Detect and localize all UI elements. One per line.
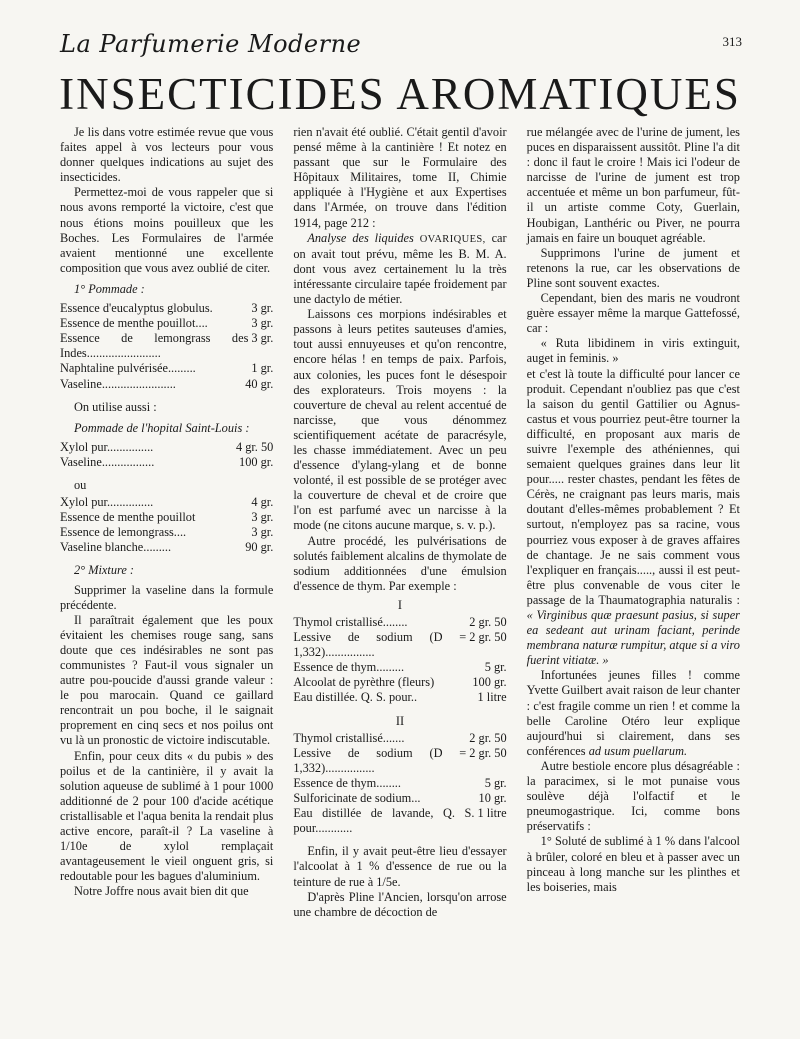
ingredient-quantity: 3 gr. xyxy=(251,525,274,540)
paragraph: Autre bestiole encore plus désagréable : la paracimex, si le mot punaise vous soulève déjà l'olfactif et le pneumogastrique. Ici, comme bons préservatifs : xyxy=(526,758,740,834)
recipe-row xyxy=(293,630,506,660)
recipe-row xyxy=(60,316,273,331)
paragraph: Enfin, il y avait peut-être lieu d'essayer l'alcoolat à 1 % d'essence de rue ou la teinture de rue à 1/5e. xyxy=(293,844,507,889)
quotation: « Ruta libidinem in viris extinguit, auget in feminis. » xyxy=(526,336,740,366)
ingredient-quantity: 100 gr. xyxy=(239,454,274,469)
formula-number: II xyxy=(395,713,405,728)
ingredient-name: Vaseline........................ xyxy=(60,376,176,391)
latin-quotation: « Virginibus quæ praesunt pasius, si super ea sedeant aut urinam faciant, perinde membrana naturæ rumpitur, atque si a viro fuerint vitiatæ. » xyxy=(526,608,740,668)
ingredient-quantity: 40 gr. xyxy=(245,376,274,391)
section-heading: 2° Mixture : xyxy=(74,563,135,578)
recipe-row xyxy=(60,440,273,455)
ingredient-name: Sulforicinate de sodium... xyxy=(293,791,421,806)
ingredient-name: Naphtaline pulvérisée......... xyxy=(60,361,196,376)
article-body xyxy=(60,125,740,920)
recipe-row xyxy=(60,301,273,316)
paragraph: Autre procédé, les pulvérisations de solutés faiblement alcalins de thymolate de sodium additionnées d'une émulsion d'essence de thym. Par exemple : xyxy=(293,533,507,593)
recipe-row xyxy=(60,331,273,361)
ingredient-name: Essence de menthe pouillot xyxy=(60,510,196,525)
paragraph: Laissons ces morpions indésirables et passons à leurs petites sauteuses d'amies, tout aussi ennuyeuses et qu'on rencontre, encore hélas ! en temps de paix. Parfois, aux colonies, les puces font le désespoir des explorateurs. Trois moyens : la couverture de cheval au relent accentué de narcisse, que vous dénommez scientifiquement acétate de paracrésyle, les chasse immédiatement. Avec un peu d'essence d'ylang-ylang et de bonne volonté, il est possible de se protéger avec la couverture de cheval et de croire que l'on est parfumé avec un narcisse à la mode (ne citons aucune marque, s. v. p.). xyxy=(293,307,507,533)
ingredient-quantity: 2 gr. 50 xyxy=(469,615,507,629)
ingredient-quantity: 5 gr. xyxy=(484,660,507,675)
paragraph xyxy=(527,367,740,669)
recipe-row xyxy=(293,806,506,836)
recipe-formula-1 xyxy=(293,615,506,706)
ingredient-quantity: 2 gr. 50 xyxy=(469,730,507,745)
ingredient-quantity: 100 gr. xyxy=(472,675,507,690)
ingredient-quantity: 1 litre xyxy=(477,690,507,705)
recipe-row xyxy=(293,791,506,806)
recipe-row xyxy=(60,525,273,540)
italic-phrase: Analyse des liquides xyxy=(307,230,414,245)
paragraph-rest: car on avait tout prévu, même les B. M. A. dont vous avez certainement lu la très intéressante circulaire tapée froidement par une dactylo de métier. xyxy=(293,230,507,307)
ingredient-name: Thymol cristallisé........ xyxy=(293,615,408,629)
recipe-pommade xyxy=(60,301,273,392)
paragraph: Supprimons l'urine de jument et retenons la rue, car les observations de Pline sont souvent exactes. xyxy=(526,245,740,290)
recipe-row xyxy=(293,746,506,776)
ingredient-name: Vaseline................. xyxy=(60,454,155,469)
ingredient-name: Xylol pur............... xyxy=(60,439,154,454)
paragraph: Permettez-moi de vous rappeler que si nous avons remporté la victoire, c'est que nous étions moins pouilleux que les Boches. Les Formulaires de l'armée avaient mentionné une excellente composition que vous avez oublié de citer. xyxy=(60,185,274,275)
section-heading: 1° Pommade : xyxy=(74,281,145,296)
ingredient-quantity: 10 gr. xyxy=(478,791,507,806)
ingredient-name: Vaseline blanche......... xyxy=(60,540,172,555)
recipe-row xyxy=(60,495,273,510)
ingredient-quantity: 3 gr. xyxy=(251,316,274,331)
page-number: 313 xyxy=(722,34,742,49)
italic-phrase: ad usum puellarum. xyxy=(588,743,688,758)
ingredient-quantity: 90 gr. xyxy=(245,540,274,555)
recipe-row xyxy=(293,731,506,746)
ingredient-name: Essence de lemongrass des Indes........................ xyxy=(60,331,249,361)
recipe-row xyxy=(60,361,273,376)
paragraph: Il paraîtrait également que les poux évitaient les chemises rouge sang, sans doute que ces indésirables ne sont pas communistes ? Faut-il vous signaler un autre pou-poucide d'aussi grande valeur : le pou marocain. Quand ce gaillard rencontrait un pou boche, il le saignait proprement en cinq secs et nos poilus ont vu là un pronostic de victoire indiscutable. xyxy=(60,612,274,748)
ingredient-quantity: 4 gr. xyxy=(251,495,274,510)
recipe-row xyxy=(60,510,273,525)
recipe-row xyxy=(60,540,273,555)
column-1 xyxy=(60,125,273,920)
ingredient-name: Essence de lemongrass.... xyxy=(60,525,187,540)
paragraph xyxy=(527,668,740,759)
recipe-row xyxy=(293,675,506,690)
ingredient-quantity: 3 gr. xyxy=(251,331,274,346)
ingredient-name: Thymol cristallisé....... xyxy=(293,730,405,745)
ingredient-name: Essence de menthe pouillot.... xyxy=(60,316,208,331)
ingredient-name: Eau distillée de lavande, Q. S. pour............ xyxy=(293,806,475,836)
ingredient-quantity: 2 gr. 50 xyxy=(469,745,507,760)
paragraph: 1° Soluté de sublimé à 1 % dans l'alcool à brûler, coloré en bleu et à passer avec un pinceau à long manche sur les plinthes et les boiseries, mais xyxy=(526,834,740,894)
ingredient-name: Lessive de sodium (D = 1,332)................ xyxy=(293,630,467,660)
column-2 xyxy=(293,125,506,920)
masthead: La Parfumerie Moderne xyxy=(60,30,362,58)
paragraph-text: et c'est là toute la difficulté pour lancer ce produit. Cependant n'oubliez pas que c'est la saison du gentil Gattilier ou Agnus-castus et vous pourriez peut-être tourner la difficulté, en proposant aux maris de suivre l'exemple des athéniennes, qui semaient quelques graines dans leur lit pour..... rester chastes, pendant les fêtes de Cérès, ne craignant pas leurs maris, mais doutant d'elles-mêmes probablement ? Et surtout, n'employez pas sa racine, vous pourriez vous exposer à de graves affaires de chantage. Je ne sais comment vous l'expliquer en français....., aussi il est peut-être plus convenable de vous citer le passage de la Thaumatographia naturalis : xyxy=(526,366,740,607)
ingredient-name: Xylol pur............... xyxy=(60,495,154,510)
paragraph xyxy=(293,231,506,307)
recipe-row xyxy=(293,660,506,675)
ingredient-name: Essence de thym......... xyxy=(293,660,405,675)
article-title: INSECTICIDES AROMATIQUES xyxy=(59,69,741,119)
paragraph: rien n'avait été oublié. C'était gentil d'avoir pensé même à la cantinière ! Et notez en passant que sur le Formulaire des Hôpitaux Militaires, tome II, Chimie appliquée à l'Hygiène et aux Expertises dans l'Armée, on trouve dans l'édition 1914, page 212 : xyxy=(293,125,507,230)
paragraph: D'après Pline l'Ancien, lorsqu'on arrose une chambre de décoction de xyxy=(293,889,507,919)
recipe-row xyxy=(293,615,506,630)
paragraph: Notre Joffre nous avait bien dit que xyxy=(74,884,249,899)
paragraph: ou xyxy=(74,477,87,492)
recipe-row xyxy=(293,776,506,791)
paragraph: Cependant, bien des maris ne voudront guère essayer même la marque Gattefossé, car : xyxy=(526,291,740,336)
recipe-hopital xyxy=(60,440,273,470)
paragraph: On utilise aussi : xyxy=(74,399,157,414)
caps-word: OVARIQUES, xyxy=(419,233,486,245)
recipe-row xyxy=(60,377,273,392)
ingredient-quantity: 4 gr. 50 xyxy=(235,439,274,454)
ingredient-quantity: 2 gr. 50 xyxy=(469,630,507,645)
paragraph: Enfin, pour ceux dits « du pubis » des poilus et de la cantinière, il y avait la solution aqueuse de sublimé à 1 pour 1000 additionné de 2 pour 100 d'acide acétique cristallisable et l'aqua benita la rendait plus active encore, paraît-il ? La vaseline à 1/10e de xylol remplaçait avantageusement le vieil onguent gris, si redoutable pour les bagues d'aluminium. xyxy=(60,748,274,884)
ingredient-quantity: 1 gr. xyxy=(251,361,274,376)
ingredient-quantity: 3 gr. xyxy=(251,301,274,316)
recipe-alternative xyxy=(60,495,273,555)
formula-number: I xyxy=(397,597,403,612)
ingredient-name: Essence d'eucalyptus globulus. xyxy=(60,301,213,316)
ingredient-name: Essence de thym........ xyxy=(293,775,401,790)
ingredient-quantity: 5 gr. xyxy=(484,775,507,790)
paragraph-text: Infortunées jeunes filles ! comme Yvette Guilbert avait raison de leur chanter : c'est fragile comme un rien ! et comme la belle Caroline Otéro leur explique aujourd'hui si clairement, dans ses conférences xyxy=(526,668,740,758)
recipe-row xyxy=(293,690,506,705)
paragraph: Supprimer la vaseline dans la formule précédente. xyxy=(60,582,274,612)
column-3 xyxy=(527,125,740,920)
recipe-row xyxy=(60,455,273,470)
ingredient-quantity: 3 gr. xyxy=(251,510,274,525)
ingredient-name: Eau distillée. Q. S. pour.. xyxy=(293,690,418,705)
ingredient-name: Alcoolat de pyrèthre (fleurs) xyxy=(293,675,435,690)
paragraph: Je lis dans votre estimée revue que vous faites appel à vos lecteurs pour vous donner quelques indications au sujet des insecticides. xyxy=(60,125,274,185)
ingredient-quantity: 1 litre xyxy=(477,806,507,821)
recipe-formula-2 xyxy=(293,731,506,837)
section-heading: Pommade de l'hopital Saint-Louis : xyxy=(74,420,250,435)
paragraph: rue mélangée avec de l'urine de jument, les puces en disparaissent aussitôt. Pline l'a dit : donc il faut le croire ! Mais ici l'odeur de narcisse de l'urine de jument est trop accentuée et même un bon parfumeur, fût-il un artiste comme Coty, Guerlain, Houbigan, Lanthéric ou Piver, ne pourra jamais en faire un bouquet agréable. xyxy=(526,125,740,245)
ingredient-name: Lessive de sodium (D = 1,332)................ xyxy=(293,745,467,775)
